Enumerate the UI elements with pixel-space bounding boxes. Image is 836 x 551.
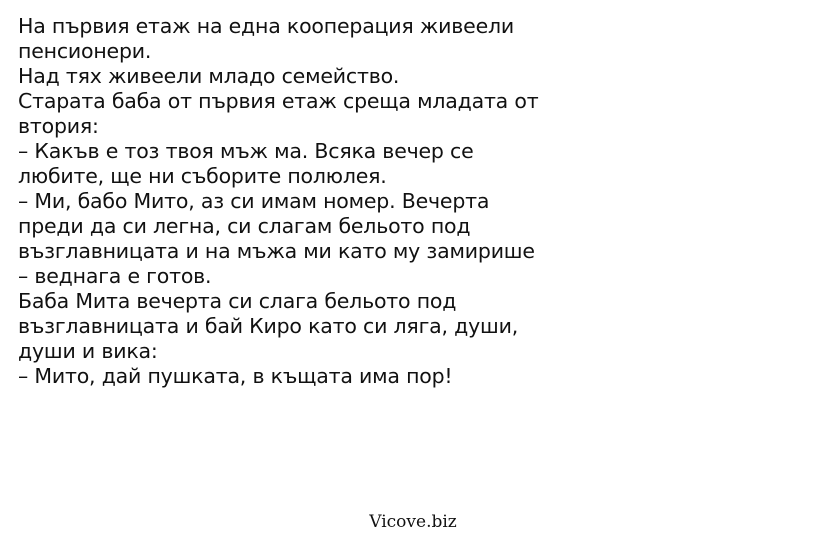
- joke-line: Баба Мита вечерта си слага бельото под: [18, 289, 457, 313]
- joke-line: възглавницата и бай Киро като си ляга, души,: [18, 314, 519, 338]
- joke-line: Над тях живеели младо семейство.: [18, 64, 400, 88]
- site-watermark: Vicove.biz: [369, 512, 457, 532]
- joke-line: души и вика:: [18, 339, 158, 363]
- joke-line: – Какъв е тоз твоя мъж ма. Всяка вечер се: [18, 139, 474, 163]
- joke-line: преди да си легна, си слагам бельото под: [18, 214, 471, 238]
- joke-line: – веднага е готов.: [18, 264, 212, 288]
- joke-line: – Ми, бабо Мито, аз си имам номер. Вечерта: [18, 189, 490, 213]
- joke-text: [18, 14, 618, 389]
- joke-line: На първия етаж на една кооперация живеели: [18, 14, 515, 38]
- joke-line: възглавницата и на мъжа ми като му замирише: [18, 239, 535, 263]
- joke-line: втория:: [18, 114, 99, 138]
- joke-line: пенсионери.: [18, 39, 152, 63]
- joke-line: – Мито, дай пушката, в къщата има пор!: [18, 364, 453, 388]
- joke-line: Старата баба от първия етаж среща младата от: [18, 89, 539, 113]
- joke-line: любите, ще ни съборите полюлея.: [18, 164, 387, 188]
